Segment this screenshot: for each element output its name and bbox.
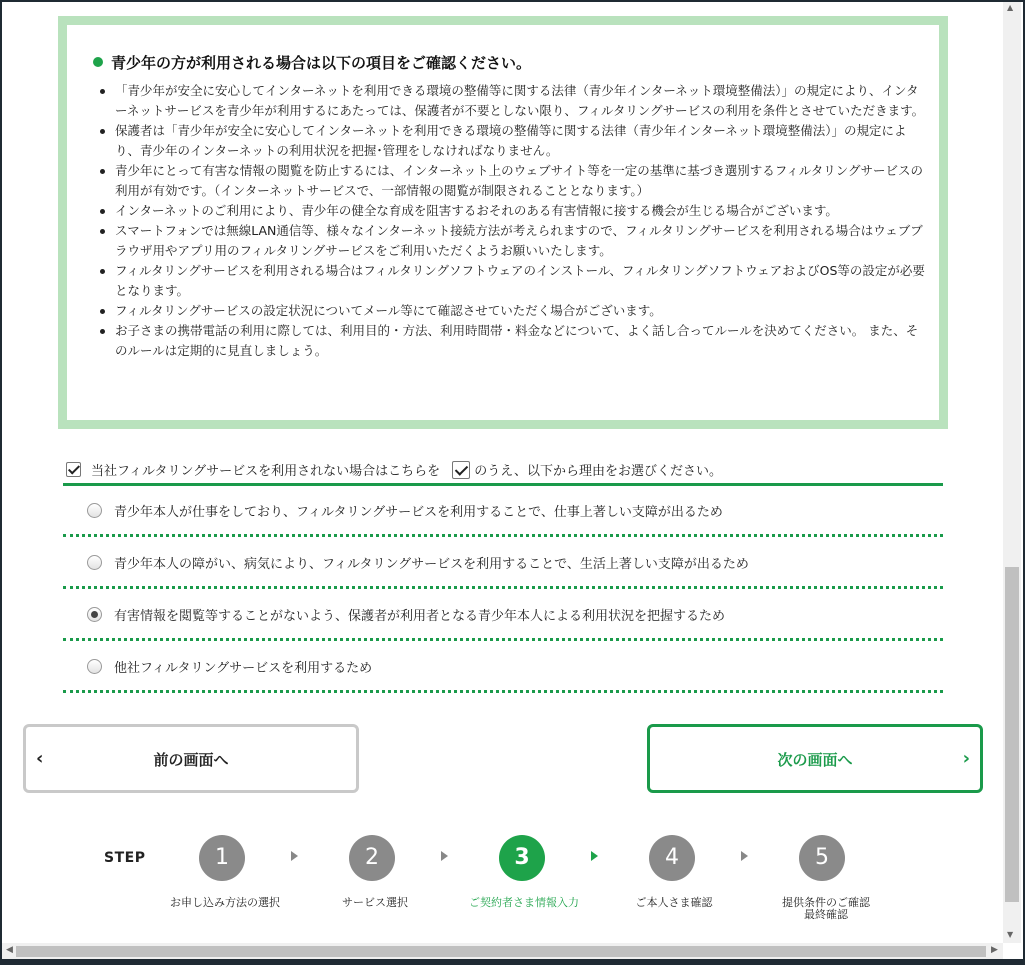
next-button-label: 次の画面へ xyxy=(777,751,853,769)
step-5-circle: 5 xyxy=(799,835,845,881)
scroll-up-icon[interactable]: ▲ xyxy=(1007,3,1014,12)
reason-radio-selected[interactable] xyxy=(87,607,102,622)
scroll-right-icon[interactable]: ▶ xyxy=(991,945,998,955)
notice-title: 青少年の方が利用される場合は以下の項目をご確認ください。 xyxy=(93,52,531,73)
reason-radio[interactable] xyxy=(87,659,102,674)
step-arrow-icon xyxy=(441,851,448,861)
step-title: STEP xyxy=(104,850,146,866)
chevron-left-icon: ‹ xyxy=(36,748,44,769)
checkmark-icon xyxy=(452,461,470,479)
chevron-right-icon: › xyxy=(962,748,970,769)
window-frame-left xyxy=(0,0,2,965)
notice-item: お子さまの携帯電話の利用に際しては、利用目的・方法、利用時間帯・料金などについて、よく話し合ってルールを決めてください。 また、そのルールは定期的に見直しましょう。 xyxy=(97,321,927,361)
step-2-circle: 2 xyxy=(349,835,395,881)
horizontal-scrollbar-thumb[interactable] xyxy=(16,946,986,957)
notice-item: フィルタリングサービスの設定状況についてメール等にて確認させていただく場合がございます。 xyxy=(97,301,927,321)
notice-item: 「青少年が安全に安心してインターネットを利用できる環境の整備等に関する法律（青少年インターネット環境整備法）」の規定により、インターネットサービスを青少年が利用するにあたっては、保護者が不要としない限り、フィルタリングサービスの利用を条件とさせていただきます。 xyxy=(97,81,927,121)
optout-suffix-text: のうえ、以下から理由をお選びください。 xyxy=(474,464,722,479)
notice-list xyxy=(97,81,927,361)
window-frame-bottom xyxy=(0,959,1025,965)
reason-label: 青少年本人の障がい、病気により、フィルタリングサービスを利用することで、生活上著しい支障が出るため xyxy=(114,557,749,572)
vertical-scrollbar-thumb[interactable] xyxy=(1005,567,1019,902)
step-3-label: ご契約者さま情報入力 xyxy=(469,896,579,909)
notice-item: インターネットのご利用により、青少年の健全な育成を阻害するおそれのある有害情報に接する機会が生じる場合がございます。 xyxy=(97,201,927,221)
step-4-label: ご本人さま確認 xyxy=(635,896,713,909)
step-4-circle: 4 xyxy=(649,835,695,881)
filtering-optout-label: 当社フィルタリングサービスを利用されない場合はこちらを xyxy=(91,464,441,479)
dotted-divider xyxy=(63,534,943,537)
step-2-label: サービス選択 xyxy=(342,896,408,909)
step-arrow-icon xyxy=(591,851,598,861)
step-arrow-icon xyxy=(291,851,298,861)
dotted-divider xyxy=(63,586,943,589)
reason-label: 他社フィルタリングサービスを利用するため xyxy=(114,661,373,676)
filtering-optout-checkbox[interactable] xyxy=(66,462,81,477)
step-arrow-icon xyxy=(741,851,748,861)
reason-option[interactable] xyxy=(87,501,723,520)
dotted-divider xyxy=(63,690,943,693)
reason-radio[interactable] xyxy=(87,555,102,570)
next-button[interactable] xyxy=(647,724,983,793)
step-5-label: 提供条件のご確認 最終確認 xyxy=(782,896,870,921)
step-1-label: お申し込み方法の選択 xyxy=(170,896,280,909)
step-3-circle-current: 3 xyxy=(499,835,545,881)
notice-item: スマートフォンでは無線LAN通信等、様々なインターネット接続方法が考えられますので、フィルタリングサービスを利用される場合はウェブブラウザ用やアプリ用のフィルタリングサービスをご利用いただくようお願いいたします。 xyxy=(97,221,927,261)
section-divider xyxy=(63,483,943,486)
prev-button[interactable] xyxy=(23,724,359,793)
reason-label: 有害情報を閲覧等することがないよう、保護者が利用者となる青少年本人による利用状況を把握するため xyxy=(114,609,726,624)
notice-item: 保護者は「青少年が安全に安心してインターネットを利用できる環境の整備等に関する法律（青少年インターネット環境整備法）」の規定により、青少年のインターネットの利用状況を把握･管理をしなければなりません。 xyxy=(97,121,927,161)
step-1-circle: 1 xyxy=(199,835,245,881)
reason-option[interactable] xyxy=(87,657,372,676)
scroll-left-icon[interactable]: ◀ xyxy=(6,945,13,955)
reason-option[interactable] xyxy=(87,553,749,572)
filtering-optout-row xyxy=(66,460,722,479)
scroll-down-icon[interactable]: ▼ xyxy=(1007,930,1014,939)
green-bullet-icon xyxy=(93,57,103,67)
notice-item: フィルタリングサービスを利用される場合はフィルタリングソフトウェアのインストール、フィルタリングソフトウェアおよびOS等の設定が必要となります。 xyxy=(97,261,927,301)
notice-item: 青少年にとって有害な情報の閲覧を防止するには、インターネット上のウェブサイト等を一定の基準に基づき選別するフィルタリングサービスの利用が有効です。（インターネットサービスで、一部情報の閲覧が制限されることとなります。） xyxy=(97,161,927,201)
window-frame-top xyxy=(0,0,1025,2)
reason-option-selected[interactable] xyxy=(87,605,725,624)
reason-label: 青少年本人が仕事をしており、フィルタリングサービスを利用することで、仕事上著しい支障が出るため xyxy=(114,505,723,520)
prev-button-label: 前の画面へ xyxy=(153,751,229,769)
dotted-divider xyxy=(63,638,943,641)
youth-notice-box xyxy=(58,16,948,429)
reason-radio[interactable] xyxy=(87,503,102,518)
